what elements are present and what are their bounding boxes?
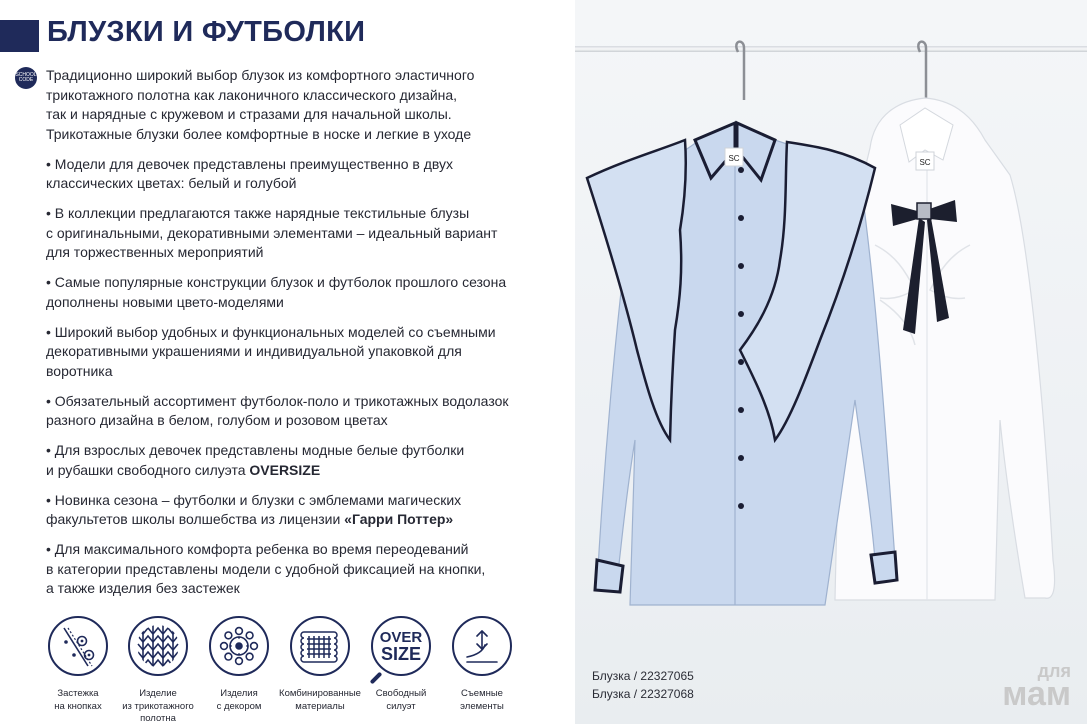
feature-label: Съемные элементы [460, 688, 504, 712]
oversize-bold: OVERSIZE [249, 461, 321, 478]
bullet-harry-potter-text: • Новинка сезона – футболки и блузки с эмблемами магических факультетов школы волшебства из лицензии [46, 491, 462, 527]
snap-buttons-icon [48, 616, 108, 676]
feature-snap-buttons [35, 616, 121, 713]
magnifier-handle [370, 672, 383, 685]
hanger-left [736, 42, 744, 100]
feature-oversize [358, 616, 444, 713]
feature-label: Застежка на кнопках [54, 688, 102, 712]
brand-badge-text: SCHOOL CODE [15, 72, 37, 83]
watermark-line2: мам [1002, 675, 1071, 714]
bullet-polo-assortment: • Обязательный ассортимент футболок-поло и трикотажных водолазок разного дизайна в белом, голубом и розовом цветах [46, 392, 509, 428]
bullet-snaps: • Для максимального комфорта ребенка во время переодеваний в категории представлены модели с удобной фиксацией на кнопки, а также изделия без застежек [46, 541, 486, 596]
harry-potter-bold: «Гарри Поттер» [344, 511, 454, 527]
description-text [46, 66, 556, 609]
bullet-oversize-text: • Для взрослых девочек представлены модные белые футболки и рубашки свободного силуэта [46, 442, 465, 478]
oversize-icon-line1: OVER [379, 629, 423, 646]
product-photo [575, 0, 1087, 724]
blouses-illustration [575, 0, 1087, 724]
feature-label: Свободный силуэт [375, 688, 427, 712]
feature-label: Комбинированные материалы [279, 688, 361, 712]
photo-caption: Блузка / 22327065 Блузка / 22327068 [592, 669, 694, 701]
bullet-oversize [46, 441, 556, 480]
hanger-right [918, 42, 926, 98]
bullet-popular-models: • Самые популярные конструкции блузок и футболок прошлого сезона дополнены новыми цвето-моделями [46, 274, 507, 310]
white-blouse-tag-text: SC [919, 158, 931, 167]
combined-materials-icon [290, 616, 350, 676]
feature-decor [196, 616, 282, 713]
removable-elements-icon [452, 616, 512, 676]
oversize-icon-line2: SIZE [380, 644, 421, 664]
knit-fabric-icon [128, 616, 188, 676]
title-accent-bar [0, 20, 39, 52]
watermark-line1: для [1037, 661, 1071, 682]
page-title: БЛУЗКИ И ФУТБОЛКИ [47, 16, 366, 48]
blue-blouse-tag-text: SC [728, 154, 740, 163]
watermark [1002, 661, 1071, 714]
brand-logo-badge [15, 67, 37, 89]
feature-removable-elements [439, 616, 525, 713]
intro-paragraph: Традиционно широкий выбор блузок из комфортного эластичного трикотажного полотна как лаконичного классического дизайна, так и нарядные с кружевом и стразами для начальной школы. Трикотажные блузки более комфортные в носке и легкие в уходе [46, 67, 475, 142]
bullet-textile-blouses: • В коллекции предлагаются также нарядные текстильные блузы с оригинальными, декоративными элементами – идеальный вариант для торжественных мероприятий [46, 205, 498, 260]
decor-icon [209, 616, 269, 676]
bullet-colors: • Модели для девочек представлены преимущественно в двух классических цветах: белый и голубой [46, 155, 454, 191]
bullet-harry-potter [46, 491, 556, 530]
oversize-icon [371, 616, 431, 676]
feature-icons-row [40, 616, 540, 724]
bullet-removable-decor: • Широкий выбор удобных и функциональных моделей со съемными декоративными украшениями и индивидуальной упаковкой для воротника [46, 323, 496, 379]
feature-label: Изделия с декором [216, 688, 262, 712]
feature-knit-fabric [115, 616, 201, 726]
feature-combined-materials [277, 616, 363, 713]
feature-label: Изделие из трикотажного полотна [122, 688, 194, 724]
